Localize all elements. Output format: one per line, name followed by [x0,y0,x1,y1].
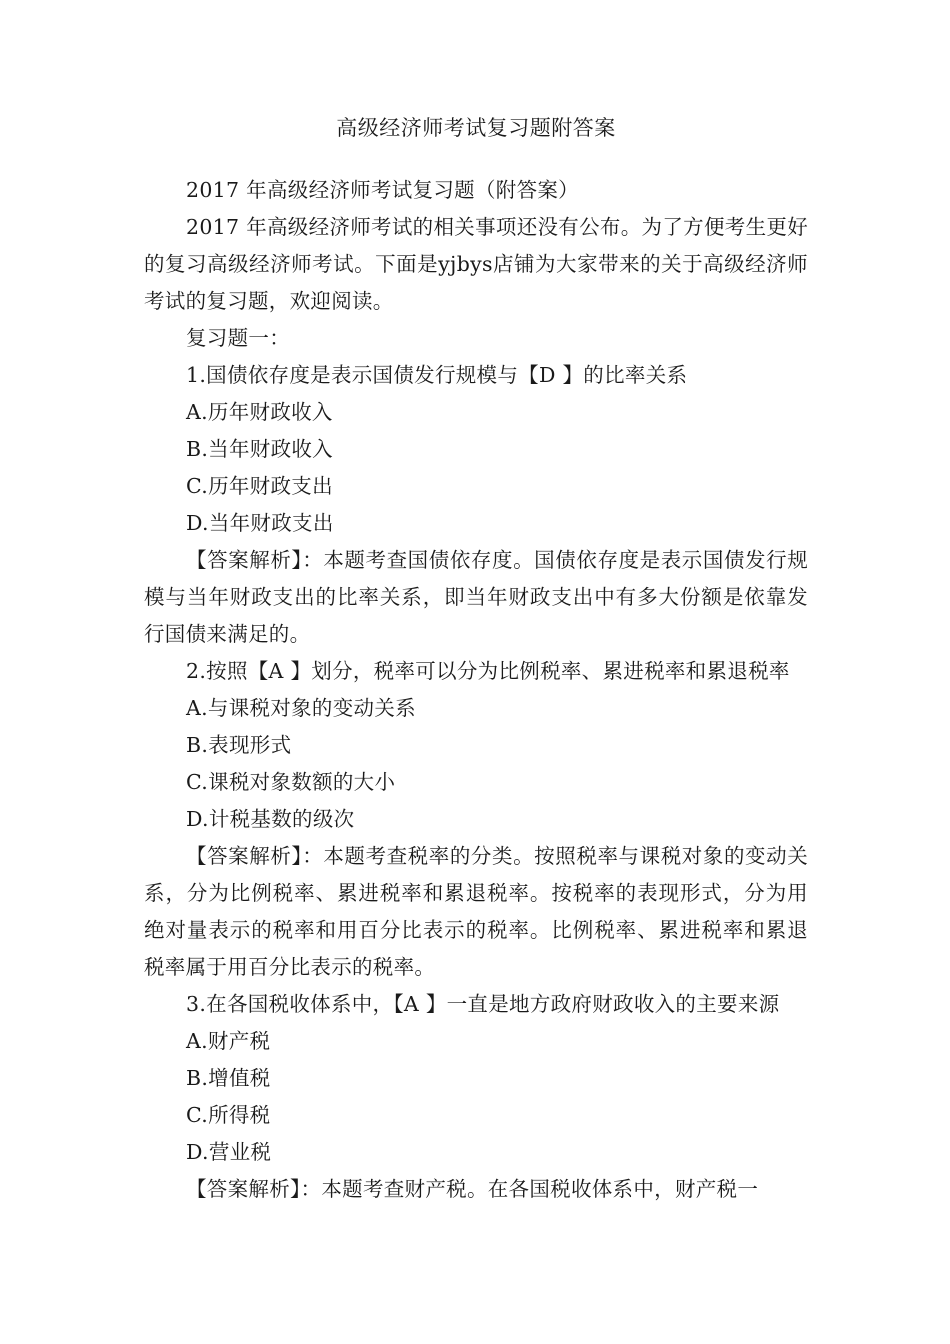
question-3-option-d: D.营业税 [186,1140,272,1164]
question-2-option-d: D.计税基数的级次 [186,807,355,831]
question-1-option-b: B.当年财政收入 [186,437,333,461]
question-3-option-b: B.增值税 [186,1066,271,1090]
intro-paragraph: 2017 年高级经济师考试的相关事项还没有公布。为了方便考生更好的复习高级经济师考试。下面是yjbys店铺为大家带来的关于高级经济师考试的复习题，欢迎阅读。 [144,215,808,313]
question-2-option-b: B.表现形式 [186,733,292,757]
intro-heading: 2017 年高级经济师考试复习题（附答案） [186,178,579,202]
question-2: 2.按照【A 】划分，税率可以分为比例税率、累进税率和累退税率 [186,659,790,683]
question-2-explanation: 【答案解析】：本题考查税率的分类。按照税率与课税对象的变动关系，分为比例税率、累进税率和累退税率。按税率的表现形式，分为用绝对量表示的税率和用百分比表示的税率。比例税率、累进税率和累退税率属于用百分比表示的税率。 [144,844,808,979]
question-1-option-d: D.当年财政支出 [186,511,334,535]
question-3-explanation: 【答案解析】：本题考查财产税。在各国税收体系中，财产税一 [186,1177,759,1201]
question-1-explanation: 【答案解析】：本题考查国债依存度。国债依存度是表示国债发行规模与当年财政支出的比率关系，即当年财政支出中有多大份额是依靠发行国债来满足的。 [144,548,808,646]
question-3: 3.在各国税收体系中，【A 】一直是地方政府财政收入的主要来源 [186,992,780,1016]
document-title: 高级经济师考试复习题附答案 [336,116,616,140]
question-3-option-a: A.财产税 [186,1029,271,1053]
question-3-option-c: C.所得税 [186,1103,271,1127]
question-1: 1.国债依存度是表示国债发行规模与【D 】的比率关系 [186,363,688,387]
question-1-option-c: C.历年财政支出 [186,474,333,498]
question-2-option-a: A.与课税对象的变动关系 [186,696,416,720]
question-2-option-c: C.课税对象数额的大小 [186,770,396,794]
section-heading: 复习题一： [186,326,290,350]
document-body [144,172,808,1208]
question-1-option-a: A.历年财政收入 [186,400,333,424]
